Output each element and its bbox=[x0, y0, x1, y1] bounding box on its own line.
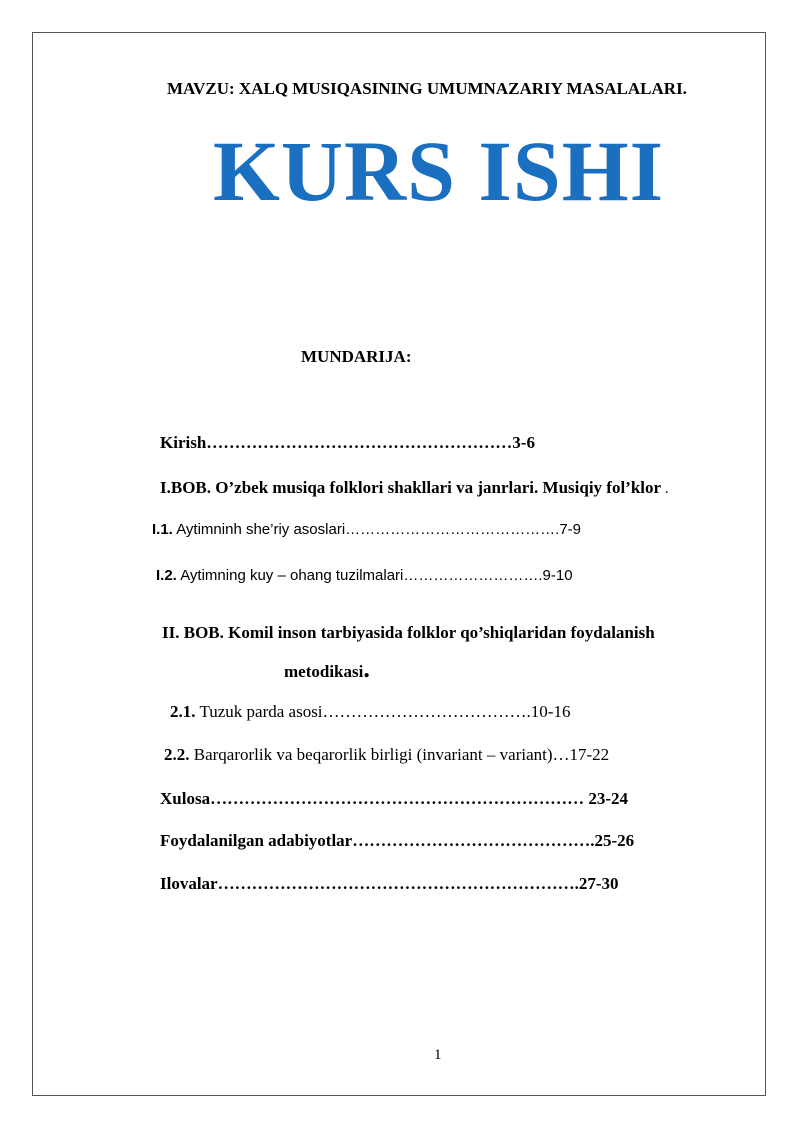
toc-entry-dot: . bbox=[363, 654, 370, 683]
toc-entry-text: Foydalanilgan adabiyotlar…………………………………….25-26 bbox=[160, 831, 635, 850]
toc-entry-2-1[interactable] bbox=[170, 702, 570, 722]
toc-entry-number: 2.1. bbox=[170, 702, 196, 721]
toc-entry-text: Tuzuk parda asosi……………………………….10-16 bbox=[195, 702, 571, 721]
toc-entry-ilovalar[interactable] bbox=[160, 874, 619, 894]
toc-entry-bob2-continued bbox=[284, 654, 370, 683]
toc-entry-text: II. BOB. Komil inson tarbiyasida folklor qo’shiqlaridan foydalanish bbox=[162, 623, 655, 642]
toc-entry-xulosa[interactable] bbox=[160, 789, 628, 809]
toc-entry-kirish[interactable] bbox=[160, 433, 535, 453]
toc-heading: MUNDARIJA: bbox=[301, 347, 412, 366]
toc-entry-number: 2.2. bbox=[164, 745, 190, 764]
toc-entry-text: Ilovalar……………………………………………………….27-30 bbox=[160, 874, 619, 893]
toc-entry-2-2[interactable] bbox=[164, 745, 609, 765]
document-title: KURS ISHI bbox=[213, 123, 665, 219]
toc-entry-text: metodikasi bbox=[284, 662, 364, 681]
toc-entry-text: Kirish………………………………………………3-6 bbox=[160, 433, 535, 452]
toc-entry-text: Xulosa………………………………………………………… 23-24 bbox=[160, 789, 628, 808]
toc-entry-bob1[interactable] bbox=[160, 478, 669, 498]
toc-entry-1-1[interactable] bbox=[152, 521, 581, 538]
toc-entry-bob2[interactable] bbox=[162, 623, 655, 643]
topic-line: MAVZU: XALQ MUSIQASINING UMUMNAZARIY MASALALARI. bbox=[167, 79, 687, 98]
toc-entry-tail: . bbox=[661, 481, 669, 497]
toc-entry-text: I.BOB. O’zbek musiqa folklori shakllari va janrlari. Musiqiy fol’klor bbox=[160, 478, 662, 497]
toc-entry-text: Aytimninh she’riy asoslari…………………………………….7-9 bbox=[172, 521, 582, 538]
page-number: 1 bbox=[434, 1047, 442, 1063]
toc-entry-number: I.2. bbox=[156, 567, 177, 584]
toc-entry-number: I.1. bbox=[152, 521, 173, 538]
toc-entry-1-2[interactable] bbox=[156, 567, 573, 584]
toc-entry-text: Barqarorlik va beqarorlik birligi (invariant – variant)…17-22 bbox=[189, 745, 610, 764]
toc-entry-text: Aytimning kuy – ohang tuzilmalari……………………….9-10 bbox=[176, 567, 573, 584]
toc-entry-adabiyotlar[interactable] bbox=[160, 831, 634, 851]
